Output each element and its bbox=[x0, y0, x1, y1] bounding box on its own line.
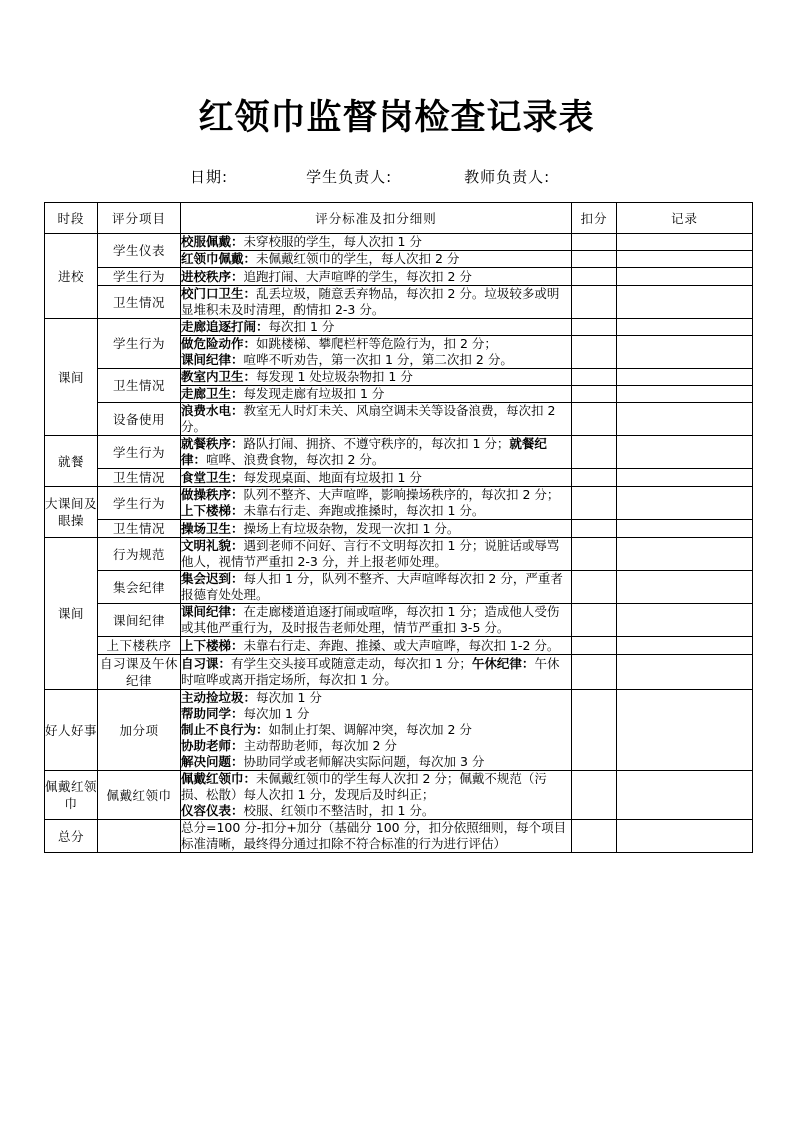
standard-line-text: 未穿校服的学生，每人次扣 1 分 bbox=[243, 234, 422, 249]
standard-cell bbox=[181, 655, 572, 690]
standard-line-text: 在走廊楼道追逐打闹或喧哗，每次扣 1 分；造成他人受伤或其他严重行为，及时报告老师处理，情节严重扣 3-5 分。 bbox=[181, 604, 560, 635]
deduction-input-cell[interactable] bbox=[572, 286, 617, 319]
standard-line-label: 操场卫生： bbox=[181, 520, 244, 536]
standard-line bbox=[181, 803, 571, 819]
deduction-input-cell[interactable] bbox=[572, 655, 617, 690]
standard-line-text: 每次扣 1 分 bbox=[268, 319, 335, 334]
item-cell: 佩戴红领巾 bbox=[98, 771, 181, 820]
standard-line-text: 教室无人时灯未关、风扇空调未关等设备浪费，每次扣 2 分。 bbox=[181, 403, 556, 434]
standard-cell bbox=[181, 336, 572, 369]
record-input-cell[interactable] bbox=[617, 487, 753, 520]
table-row bbox=[45, 655, 753, 690]
item-cell: 学生行为 bbox=[98, 487, 181, 520]
record-input-cell[interactable] bbox=[617, 469, 753, 487]
date-label: 日期: bbox=[190, 168, 229, 186]
standard-line-label: 就餐秩序： bbox=[181, 436, 244, 451]
deduction-input-cell[interactable] bbox=[572, 369, 617, 386]
table-header bbox=[45, 203, 753, 234]
standard-line-label: 解决问题： bbox=[181, 754, 244, 769]
total-record-cell[interactable] bbox=[617, 820, 753, 853]
table-row bbox=[45, 234, 753, 251]
item-cell: 课间纪律 bbox=[98, 604, 181, 637]
item-cell: 学生仪表 bbox=[98, 234, 181, 268]
standard-line-label: 红领巾佩戴： bbox=[181, 251, 257, 266]
standard-line-label-2: 午休纪律： bbox=[471, 656, 535, 671]
page-title: 红领巾监督岗检查记录表 bbox=[198, 98, 595, 138]
standard-line-label: 仪容仪表： bbox=[181, 803, 244, 818]
total-item-cell bbox=[98, 820, 181, 853]
standard-line bbox=[181, 722, 571, 738]
standard-line-text: 队列不整齐、大声喧哗，影响操场秩序的，每次扣 2 分； bbox=[243, 487, 560, 502]
table-row bbox=[45, 286, 753, 319]
item-cell: 设备使用 bbox=[98, 403, 181, 436]
deduction-input-cell[interactable] bbox=[572, 571, 617, 604]
standard-line-text: 每发现桌面、地面有垃圾扣 1 分 bbox=[243, 469, 422, 485]
inspection-record-table bbox=[44, 202, 753, 853]
standard-line bbox=[181, 487, 571, 503]
table-row bbox=[45, 771, 753, 820]
standard-cell bbox=[181, 319, 572, 336]
standard-cell bbox=[181, 286, 572, 319]
item-cell: 卫生情况 bbox=[98, 369, 181, 403]
standard-line bbox=[181, 690, 571, 706]
item-cell: 卫生情况 bbox=[98, 469, 181, 487]
record-input-cell[interactable] bbox=[617, 403, 753, 436]
standard-cell bbox=[181, 604, 572, 637]
header-segment: 时段 bbox=[45, 203, 98, 234]
table-row bbox=[45, 436, 753, 469]
total-row bbox=[45, 820, 753, 853]
record-input-cell[interactable] bbox=[617, 771, 753, 820]
segment-cell: 课间 bbox=[45, 538, 98, 690]
header-item: 评分项目 bbox=[98, 203, 181, 234]
standard-line bbox=[181, 251, 571, 267]
standard-line-text: 追跑打闹、大声喧哗的学生，每次扣 2 分 bbox=[243, 268, 472, 284]
standard-line-text: 遇到老师不问好、言行不文明每次扣 1 分；说脏话或辱骂他人，视情节严重扣 2-3 分，并上报老师处理。 bbox=[181, 538, 560, 569]
record-input-cell[interactable] bbox=[617, 690, 753, 771]
standard-line-text: 如制止打架、调解冲突，每次加 2 分 bbox=[268, 722, 472, 737]
table-row bbox=[45, 604, 753, 637]
standard-line-label: 走廊追逐打闹： bbox=[181, 319, 269, 334]
standard-line bbox=[181, 234, 571, 250]
header-row bbox=[45, 203, 753, 234]
standard-line bbox=[181, 269, 571, 285]
deduction-input-cell[interactable] bbox=[572, 319, 617, 336]
table-row bbox=[45, 520, 753, 538]
standard-line-label: 集会迟到： bbox=[181, 571, 244, 586]
standard-line-label: 进校秩序： bbox=[181, 268, 244, 284]
deduction-input-cell[interactable] bbox=[572, 637, 617, 655]
standard-line-label: 走廊卫生： bbox=[181, 386, 244, 401]
record-input-cell[interactable] bbox=[617, 604, 753, 637]
standard-cell bbox=[181, 386, 572, 403]
standard-line-label: 主动捡垃圾： bbox=[181, 690, 257, 705]
item-cell: 卫生情况 bbox=[98, 520, 181, 538]
standard-line-text: 未靠右行走、奔跑、推搡、或大声喧哗，每次扣 1-2 分。 bbox=[243, 637, 560, 653]
standard-cell bbox=[181, 234, 572, 251]
table-row bbox=[45, 469, 753, 487]
table-row bbox=[45, 538, 753, 571]
record-input-cell[interactable] bbox=[617, 637, 753, 655]
standard-line bbox=[181, 403, 571, 435]
standard-line bbox=[181, 436, 571, 468]
record-input-cell[interactable] bbox=[617, 369, 753, 386]
deduction-input-cell[interactable] bbox=[572, 469, 617, 487]
standard-line-label: 上下楼梯： bbox=[181, 637, 244, 653]
standard-line-text: 每次加 1 分 bbox=[243, 706, 310, 721]
meta-fields-row bbox=[190, 166, 670, 188]
deduction-input-cell[interactable] bbox=[572, 487, 617, 520]
header-standard: 评分标准及扣分细则 bbox=[181, 203, 572, 234]
item-cell: 学生行为 bbox=[98, 436, 181, 469]
record-input-cell[interactable] bbox=[617, 234, 753, 251]
standard-line-text: 操场上有垃圾杂物，发现一次扣 1 分。 bbox=[243, 520, 460, 536]
table-row bbox=[45, 571, 753, 604]
record-input-cell[interactable] bbox=[617, 520, 753, 538]
standard-cell bbox=[181, 571, 572, 604]
table-row bbox=[45, 319, 753, 336]
deduction-input-cell[interactable] bbox=[572, 268, 617, 286]
deduction-input-cell[interactable] bbox=[572, 436, 617, 469]
standard-line bbox=[181, 571, 571, 603]
standard-line bbox=[181, 738, 571, 754]
segment-cell: 就餐 bbox=[45, 436, 98, 487]
standard-line-text: 每次加 1 分 bbox=[256, 690, 322, 705]
standard-line-label: 食堂卫生： bbox=[181, 469, 244, 485]
standard-line-label: 佩戴红领巾： bbox=[181, 771, 257, 786]
standard-line-label: 自习课： bbox=[181, 656, 232, 671]
deduction-input-cell[interactable] bbox=[572, 234, 617, 251]
standard-cell bbox=[181, 538, 572, 571]
segment-cell: 课间 bbox=[45, 319, 98, 436]
standard-line-text: 每发现走廊有垃圾扣 1 分 bbox=[243, 386, 385, 401]
record-input-cell[interactable] bbox=[617, 538, 753, 571]
standard-line-label: 协助老师： bbox=[181, 738, 244, 753]
item-cell: 加分项 bbox=[98, 690, 181, 771]
total-deduction-cell[interactable] bbox=[572, 820, 617, 853]
deduction-input-cell[interactable] bbox=[572, 386, 617, 403]
record-input-cell[interactable] bbox=[617, 286, 753, 319]
standard-line bbox=[181, 754, 571, 770]
standard-line bbox=[181, 604, 571, 636]
segment-cell: 大课间及眼操 bbox=[45, 487, 98, 538]
item-cell: 集会纪律 bbox=[98, 571, 181, 604]
standard-line bbox=[181, 503, 571, 519]
item-cell: 学生行为 bbox=[98, 319, 181, 369]
standard-cell bbox=[181, 487, 572, 520]
standard-line-label: 校门口卫生： bbox=[181, 286, 257, 301]
deduction-input-cell[interactable] bbox=[572, 520, 617, 538]
standard-line-text: 有学生交头接耳或随意走动，每次扣 1 分； bbox=[231, 656, 472, 671]
standard-line bbox=[181, 638, 571, 654]
deduction-input-cell[interactable] bbox=[572, 690, 617, 771]
table-row bbox=[45, 487, 753, 520]
table-row bbox=[45, 690, 753, 771]
record-input-cell[interactable] bbox=[617, 386, 753, 403]
table-row bbox=[45, 369, 753, 386]
standard-line bbox=[181, 771, 571, 803]
deduction-input-cell[interactable] bbox=[572, 604, 617, 637]
standard-line bbox=[181, 521, 571, 537]
standard-line-text: 乱丢垃圾，随意丢弃物品，每次扣 2 分。垃圾较多或明显堆积未及时清理，酌情扣 2-3 分。 bbox=[181, 286, 560, 317]
total-label-cell: 总分 bbox=[45, 820, 98, 853]
standard-line bbox=[181, 656, 571, 688]
deduction-input-cell[interactable] bbox=[572, 771, 617, 820]
standard-cell bbox=[181, 690, 572, 771]
total-formula-cell: 总分=100 分-扣分+加分（基础分 100 分，扣分依照细则，每个项目标准清晰，最终得分通过扣除不符合标准的行为进行评估） bbox=[181, 820, 572, 853]
standard-cell bbox=[181, 637, 572, 655]
standard-cell bbox=[181, 520, 572, 538]
standard-line bbox=[181, 319, 571, 335]
segment-cell: 好人好事 bbox=[45, 690, 98, 771]
standard-cell bbox=[181, 403, 572, 436]
standard-line-label: 教室内卫生： bbox=[181, 369, 257, 384]
standard-line bbox=[181, 538, 571, 570]
table-row bbox=[45, 403, 753, 436]
standard-line-label: 制止不良行为： bbox=[181, 722, 269, 737]
standard-cell bbox=[181, 369, 572, 386]
record-input-cell[interactable] bbox=[617, 571, 753, 604]
record-input-cell[interactable] bbox=[617, 336, 753, 369]
deduction-input-cell[interactable] bbox=[572, 251, 617, 268]
standard-line-label: 做操秩序： bbox=[181, 487, 244, 502]
standard-line-label: 上下楼梯： bbox=[181, 503, 244, 518]
standard-line-label: 帮助同学： bbox=[181, 706, 244, 721]
standard-cell bbox=[181, 469, 572, 487]
standard-line-label: 课间纪律： bbox=[181, 352, 244, 367]
standard-line-text: 路队打闹、拥挤、不遵守秩序的，每次扣 1 分； bbox=[243, 436, 510, 451]
header-deduction: 扣分 bbox=[572, 203, 617, 234]
standard-line-text: 未佩戴红领巾的学生，每人次扣 2 分 bbox=[256, 251, 460, 266]
record-input-cell[interactable] bbox=[617, 655, 753, 690]
item-cell: 上下楼秩序 bbox=[98, 637, 181, 655]
standard-line-text: 协助同学或老师解决实际问题，每次加 3 分 bbox=[243, 754, 485, 769]
deduction-input-cell[interactable] bbox=[572, 403, 617, 436]
teacher-lead-label: 教师负责人: bbox=[464, 168, 551, 186]
table-row bbox=[45, 268, 753, 286]
standard-line bbox=[181, 352, 571, 368]
standard-line-text: 每发现 1 处垃圾杂物扣 1 分 bbox=[256, 369, 413, 384]
standard-line-text-2: 午休时喧哗或离开指定场所，每次扣 1 分。 bbox=[181, 656, 560, 687]
record-input-cell[interactable] bbox=[617, 268, 753, 286]
standard-line-text: 未靠右行走、奔跑或推搡时，每次扣 1 分。 bbox=[243, 503, 485, 518]
item-cell: 行为规范 bbox=[98, 538, 181, 571]
standard-line-text: 每人扣 1 分，队列不整齐、大声喧哗每次扣 2 分，严重者报德育处处理。 bbox=[181, 571, 563, 602]
header-record: 记录 bbox=[617, 203, 753, 234]
standard-cell bbox=[181, 771, 572, 820]
segment-cell: 佩戴红领巾 bbox=[45, 771, 98, 820]
deduction-input-cell[interactable] bbox=[572, 336, 617, 369]
item-cell: 卫生情况 bbox=[98, 286, 181, 319]
standard-line-label: 浪费水电： bbox=[181, 403, 244, 418]
standard-line-text: 主动帮助老师，每次加 2 分 bbox=[243, 738, 397, 753]
item-cell: 自习课及午休纪律 bbox=[98, 655, 181, 690]
segment-cell: 进校 bbox=[45, 234, 98, 319]
standard-line bbox=[181, 336, 571, 352]
standard-line-text: 校服、红领巾不整洁时，扣 1 分。 bbox=[243, 803, 435, 818]
standard-line-label: 文明礼貌： bbox=[181, 538, 244, 553]
standard-line-text: 未佩戴红领巾的学生每人次扣 2 分；佩戴不规范（污损、松散）每人次扣 1 分，发现后及时纠正； bbox=[181, 771, 547, 802]
record-input-cell[interactable] bbox=[617, 436, 753, 469]
table-row bbox=[45, 637, 753, 655]
student-lead-label: 学生负责人: bbox=[306, 168, 393, 186]
standard-line-text: 如跳楼梯、攀爬栏杆等危险行为，扣 2 分； bbox=[256, 336, 497, 351]
standard-line bbox=[181, 386, 571, 402]
standard-cell bbox=[181, 436, 572, 469]
standard-line bbox=[181, 706, 571, 722]
deduction-input-cell[interactable] bbox=[572, 538, 617, 571]
standard-line-label-2: 就餐纪律： bbox=[181, 436, 547, 467]
standard-cell bbox=[181, 268, 572, 286]
record-input-cell[interactable] bbox=[617, 251, 753, 268]
standard-line bbox=[181, 369, 571, 385]
standard-line-label: 做危险动作： bbox=[181, 336, 257, 351]
standard-line-label: 校服佩戴： bbox=[181, 234, 244, 249]
standard-line bbox=[181, 470, 571, 486]
standard-line bbox=[181, 286, 571, 318]
standard-line-label: 课间纪律： bbox=[181, 604, 244, 619]
standard-line-text: 喧哗不听劝告，第一次扣 1 分，第二次扣 2 分。 bbox=[243, 352, 513, 367]
item-cell: 学生行为 bbox=[98, 268, 181, 286]
standard-cell bbox=[181, 251, 572, 268]
record-input-cell[interactable] bbox=[617, 319, 753, 336]
table-body bbox=[45, 234, 753, 853]
standard-line-text-2: 喧哗、浪费食物，每次扣 2 分。 bbox=[206, 452, 385, 467]
